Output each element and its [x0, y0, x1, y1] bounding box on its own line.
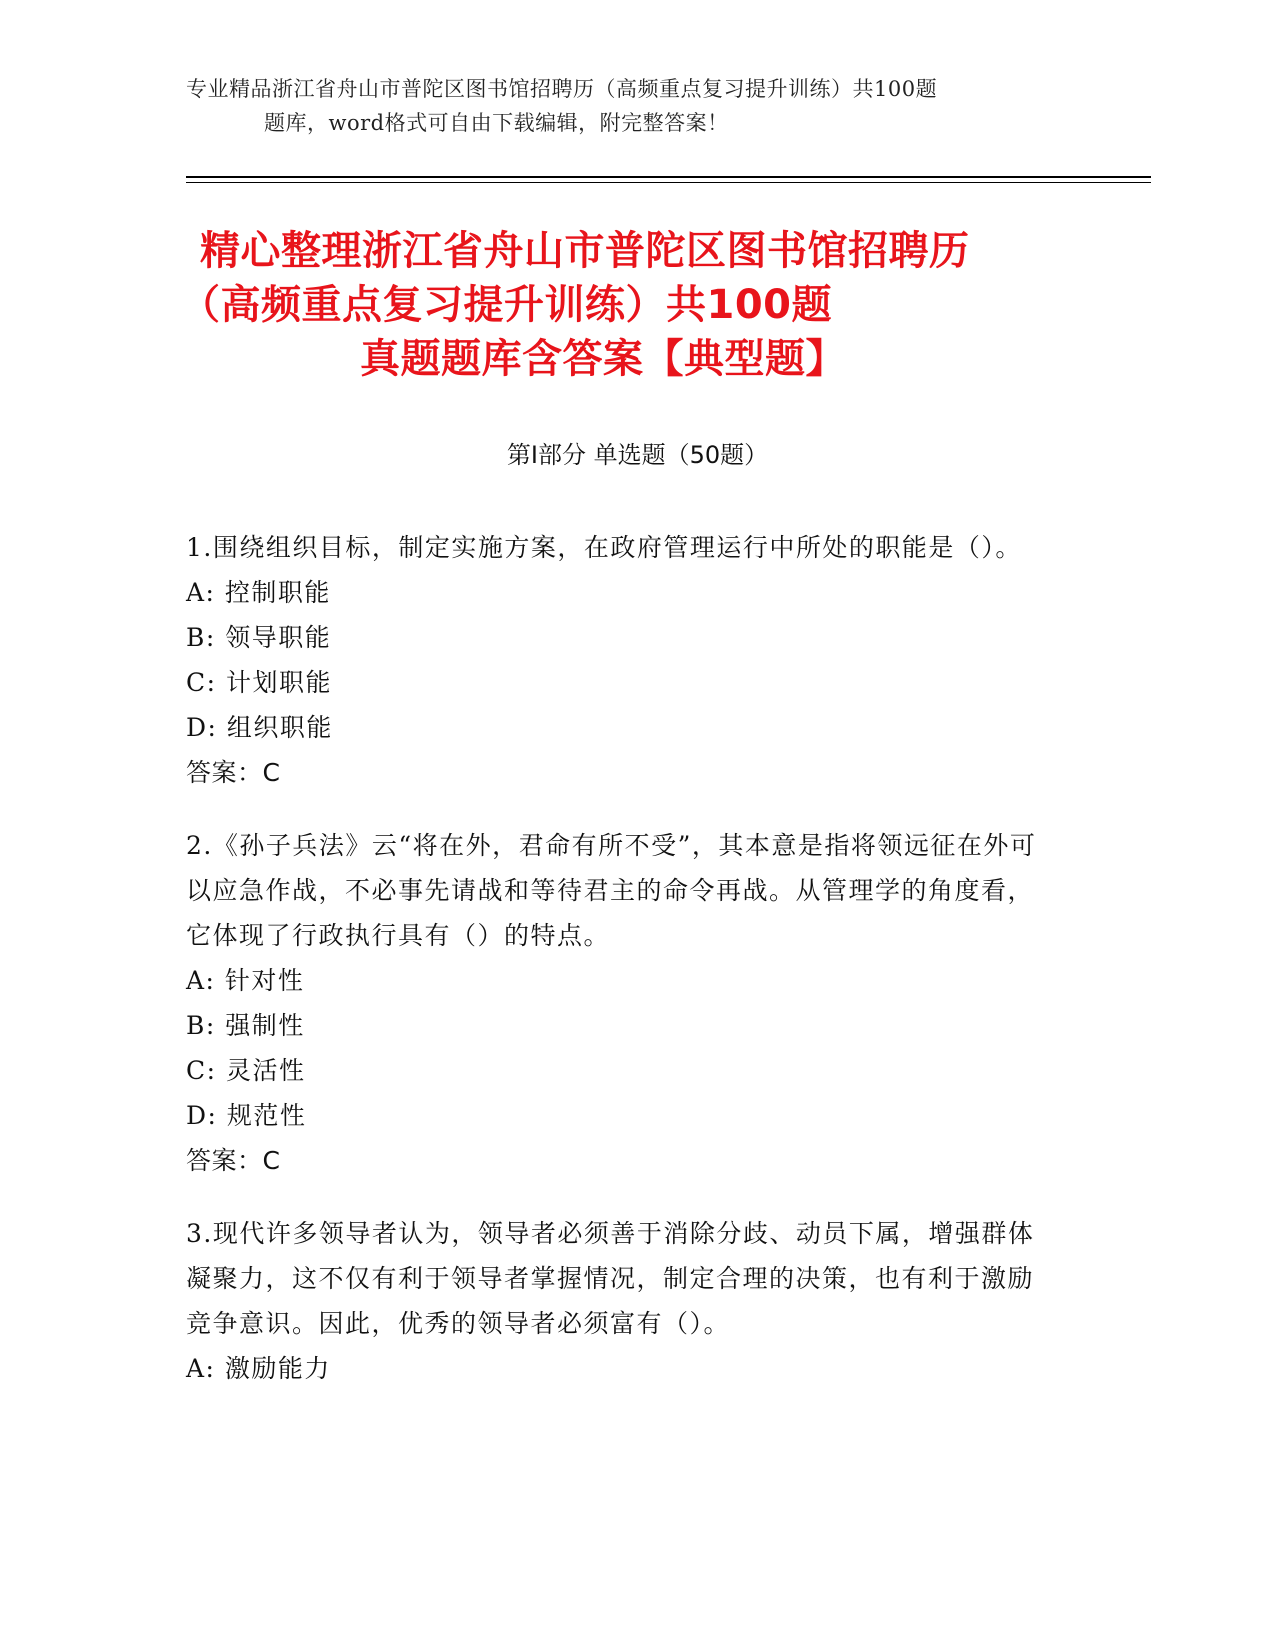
option-d: D: 组织职能 [186, 713, 333, 742]
question-3 [186, 1211, 1056, 1391]
option-d: D: 规范性 [186, 1101, 307, 1130]
option-c: C: 灵活性 [186, 1056, 306, 1085]
option-c: C: 计划职能 [186, 668, 332, 697]
option-a: A: 控制职能 [186, 578, 331, 607]
question-answer: 答案：C [186, 1146, 281, 1175]
header-rule-thick [186, 176, 1151, 178]
option-b: B: 强制性 [186, 1011, 305, 1040]
document-title-line2: （高频重点复习提升训练）共100题 [180, 282, 832, 328]
option-a: A: 针对性 [186, 966, 305, 995]
question-2 [186, 823, 1056, 1183]
option-b: B: 领导职能 [186, 623, 332, 652]
header-note-line2: 题库，word格式可自由下载编辑，附完整答案！ [264, 111, 729, 135]
document-title-line1: 精心整理浙江省舟山市普陀区图书馆招聘历 [200, 228, 970, 274]
option-a: A: 激励能力 [186, 1354, 331, 1383]
question-stem: 3.现代许多领导者认为，领导者必须善于消除分歧、动员下属，增强群体凝聚力，这不仅有利于领导者掌握情况，制定合理的决策，也有利于激励竞争意识。因此，优秀的领导者必须富有（）。 [186, 1219, 1035, 1338]
question-stem: 1.围绕组织目标，制定实施方案，在政府管理运行中所处的职能是（）。 [186, 533, 1022, 562]
header-note-line1: 专业精品浙江省舟山市普陀区图书馆招聘历（高频重点复习提升训练）共100题 [186, 77, 938, 101]
header-rule-thin [186, 182, 1151, 183]
document-title [150, 224, 1125, 386]
question-1 [186, 525, 1056, 795]
document-title-line3: 真题题库含答案【典型题】 [360, 336, 846, 382]
question-stem: 2.《孙子兵法》云“将在外，君命有所不受”，其本意是指将领远征在外可以应急作战，不必事先请战和等待君主的命令再战。从管理学的角度看，它体现了行政执行具有（）的特点。 [186, 831, 1037, 950]
question-answer: 答案：C [186, 758, 281, 787]
section-title: 第I部分 单选题（50题） [506, 441, 769, 469]
question-list [186, 525, 1056, 1419]
header-note [186, 72, 1066, 140]
